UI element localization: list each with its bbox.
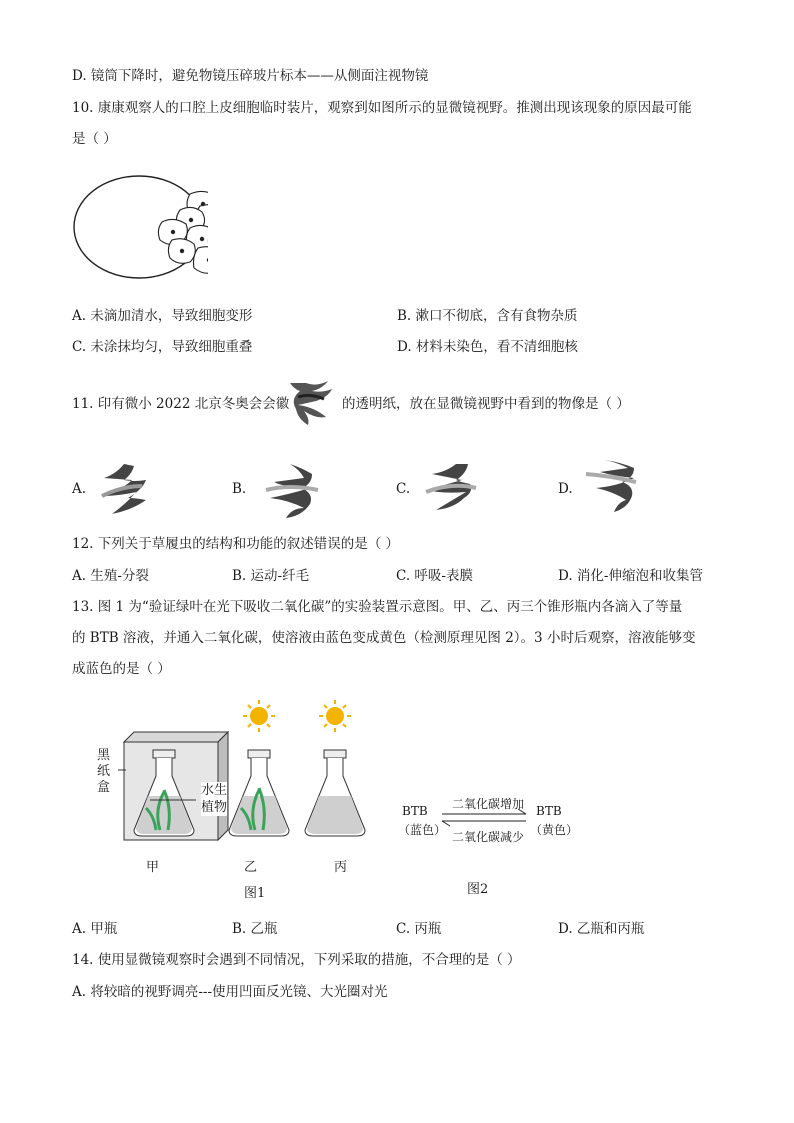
label-aquatic-plant <box>201 782 227 816</box>
label-black-box-3: 盒 <box>97 780 111 795</box>
winter-olympics-emblem <box>288 377 340 429</box>
q11-option-b-letter: B. <box>232 481 247 497</box>
flask-label-jia: 甲 <box>146 860 160 875</box>
q13-option-a: A. 甲瓶 <box>72 921 118 937</box>
q11-option-d-letter: D. <box>558 481 573 497</box>
q14-option-a: A. 将较暗的视野调亮---使用凹面反光镜、大光圈对光 <box>72 984 388 1000</box>
label-aquatic-plant-2: 植物 <box>201 800 228 815</box>
q12-option-a: A. 生殖-分裂 <box>72 568 149 584</box>
q12-option-c: C. 呼吸-表膜 <box>396 568 473 584</box>
sun-icon-1 <box>243 700 275 732</box>
label-black-box-1: 黑 <box>97 748 111 763</box>
q9-option-d: D. 镜筒下降时，避免物镜压碎玻片标本——从侧面注视物镜 <box>72 68 429 84</box>
q11-option-d-image <box>582 456 642 516</box>
cheek-cell-microscope-field <box>72 174 208 284</box>
q13-option-c: C. 丙瓶 <box>396 921 442 937</box>
q12-option-d: D. 消化-伸缩泡和收集管 <box>558 568 703 584</box>
label-aquatic-plant-1: 水生 <box>201 783 228 798</box>
q11-option-b-image <box>262 460 322 520</box>
figure2-caption: 图2 <box>467 882 489 897</box>
q13-stem-line2: 的 BTB 溶液，并通入二氧化碳，使溶液由蓝色变成黄色（检测原理见图 2）。3 小时后观察，溶液能够变 <box>72 630 696 646</box>
figure1-caption: 图1 <box>244 886 266 901</box>
q13-option-d: D. 乙瓶和丙瓶 <box>558 921 645 937</box>
q13-stem-line1: 13. 图 1 为“验证绿叶在光下吸收二氧化碳”的实验装置示意图。甲、乙、丙三个锥形瓶内各滴入了等量 <box>72 599 683 615</box>
experiment-apparatus-figure <box>90 696 370 846</box>
q11-option-a-letter: A. <box>72 481 87 497</box>
q11-option-c-letter: C. <box>396 481 411 497</box>
q11-option-c-image <box>420 460 480 520</box>
q10-stem-line1: 10. 康康观察人的口腔上皮细胞临时装片，观察到如图所示的显微镜视野。推测出现该现象的原因最可能 <box>72 100 692 116</box>
label-black-box <box>97 748 113 796</box>
flask-label-yi: 乙 <box>244 860 258 875</box>
btb-left: BTB <box>402 804 428 818</box>
label-black-box-2: 纸 <box>97 764 111 779</box>
q13-stem-line3: 成蓝色的是（ ） <box>72 661 171 677</box>
btb-right: BTB <box>536 804 562 818</box>
q10-option-a: A. 未滴加清水，导致细胞变形 <box>72 308 253 324</box>
arrow-top-label: 二氧化碳增加 <box>452 797 525 811</box>
q13-option-b: B. 乙瓶 <box>232 921 278 937</box>
btb-left-color: （蓝色） <box>398 823 447 837</box>
q11-stem-before: 11. 印有微小 2022 北京冬奥会会徽 <box>72 396 290 412</box>
sun-icon-2 <box>319 700 351 732</box>
reversible-reaction-arrows <box>438 808 532 828</box>
flask-bing <box>305 750 365 836</box>
q10-option-b: B. 漱口不彻底，含有食物杂质 <box>397 308 578 324</box>
q10-option-c: C. 未涂抹均匀，导致细胞重叠 <box>72 339 253 355</box>
q11-option-a-image <box>94 460 150 520</box>
flask-label-bing: 丙 <box>334 860 348 875</box>
arrow-bottom-label: 二氧化碳减少 <box>452 830 525 844</box>
btb-right-color: （黄色） <box>530 823 579 837</box>
q10-option-d: D. 材料未染色，看不清细胞核 <box>397 339 578 355</box>
q10-stem-line2: 是（ ） <box>72 131 117 147</box>
q14-stem: 14. 使用显微镜观察时会遇到不同情况，下列采取的措施，不合理的是（ ） <box>72 952 521 968</box>
q11-stem-after: 的透明纸，放在显微镜视野中看到的物像是（ ） <box>342 396 630 412</box>
q12-option-b: B. 运动-纤毛 <box>232 568 310 584</box>
q12-stem: 12. 下列关于草履虫的结构和功能的叙述错误的是（ ） <box>72 536 400 552</box>
flask-yi <box>229 750 289 836</box>
